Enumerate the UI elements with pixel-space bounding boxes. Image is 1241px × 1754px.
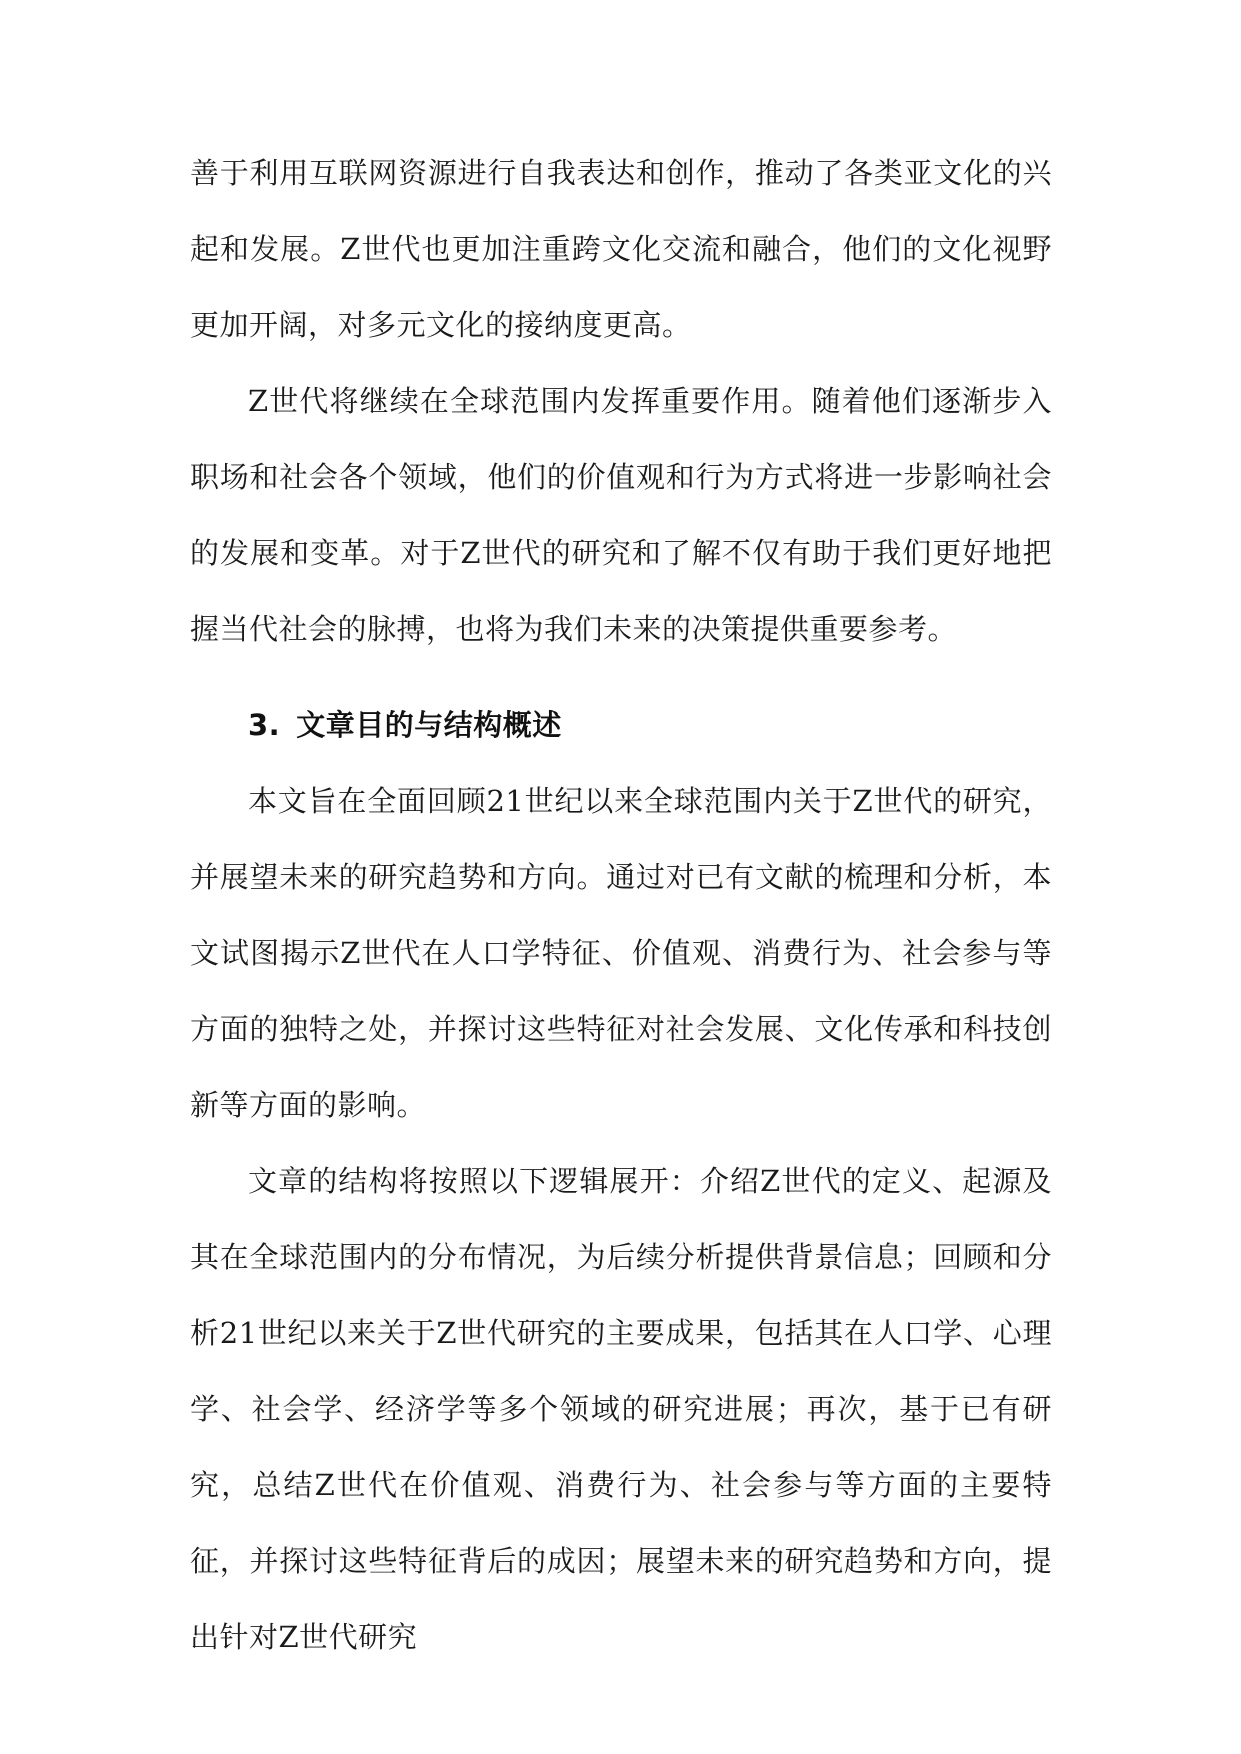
section-title: 文章目的与结构概述 <box>296 708 562 742</box>
section-heading <box>190 687 1052 763</box>
paragraph-article-structure: 文章的结构将按照以下逻辑展开：介绍Z世代的定义、起源及其在全球范围内的分布情况，为后续分析提供背景信息；回顾和分析21世纪以来关于Z世代研究的主要成果，包括其在人口学、心理学、社会学、经济学等多个领域的研究进展；再次，基于已有研究，总结Z世代在价值观、消费行为、社会参与等方面的主要特征，并探讨这些特征背后的成因；展望未来的研究趋势和方向，提出针对Z世代研究 <box>190 1164 1052 1654</box>
paragraph-future-role: Z世代将继续在全球范围内发挥重要作用。随着他们逐渐步入职场和社会各个领域，他们的价值观和行为方式将进一步影响社会的发展和变革。对于Z世代的研究和了解不仅有助于我们更好地把握当代社会的脉搏，也将为我们未来的决策提供重要参考。 <box>190 384 1052 646</box>
section-number: 3. <box>248 708 281 742</box>
paragraph-article-purpose: 本文旨在全面回顾21世纪以来全球范围内关于Z世代的研究，并展望未来的研究趋势和方向。通过对已有文献的梳理和分析，本文试图揭示Z世代在人口学特征、价值观、消费行为、社会参与等方面的独特之处，并探讨这些特征对社会发展、文化传承和科技创新等方面的影响。 <box>190 784 1052 1122</box>
paragraph-culture-continuation: 善于利用互联网资源进行自我表达和创作，推动了各类亚文化的兴起和发展。Z世代也更加注重跨文化交流和融合，他们的文化视野更加开阔，对多元文化的接纳度更高。 <box>190 156 1052 342</box>
document-body <box>190 135 1052 1675</box>
